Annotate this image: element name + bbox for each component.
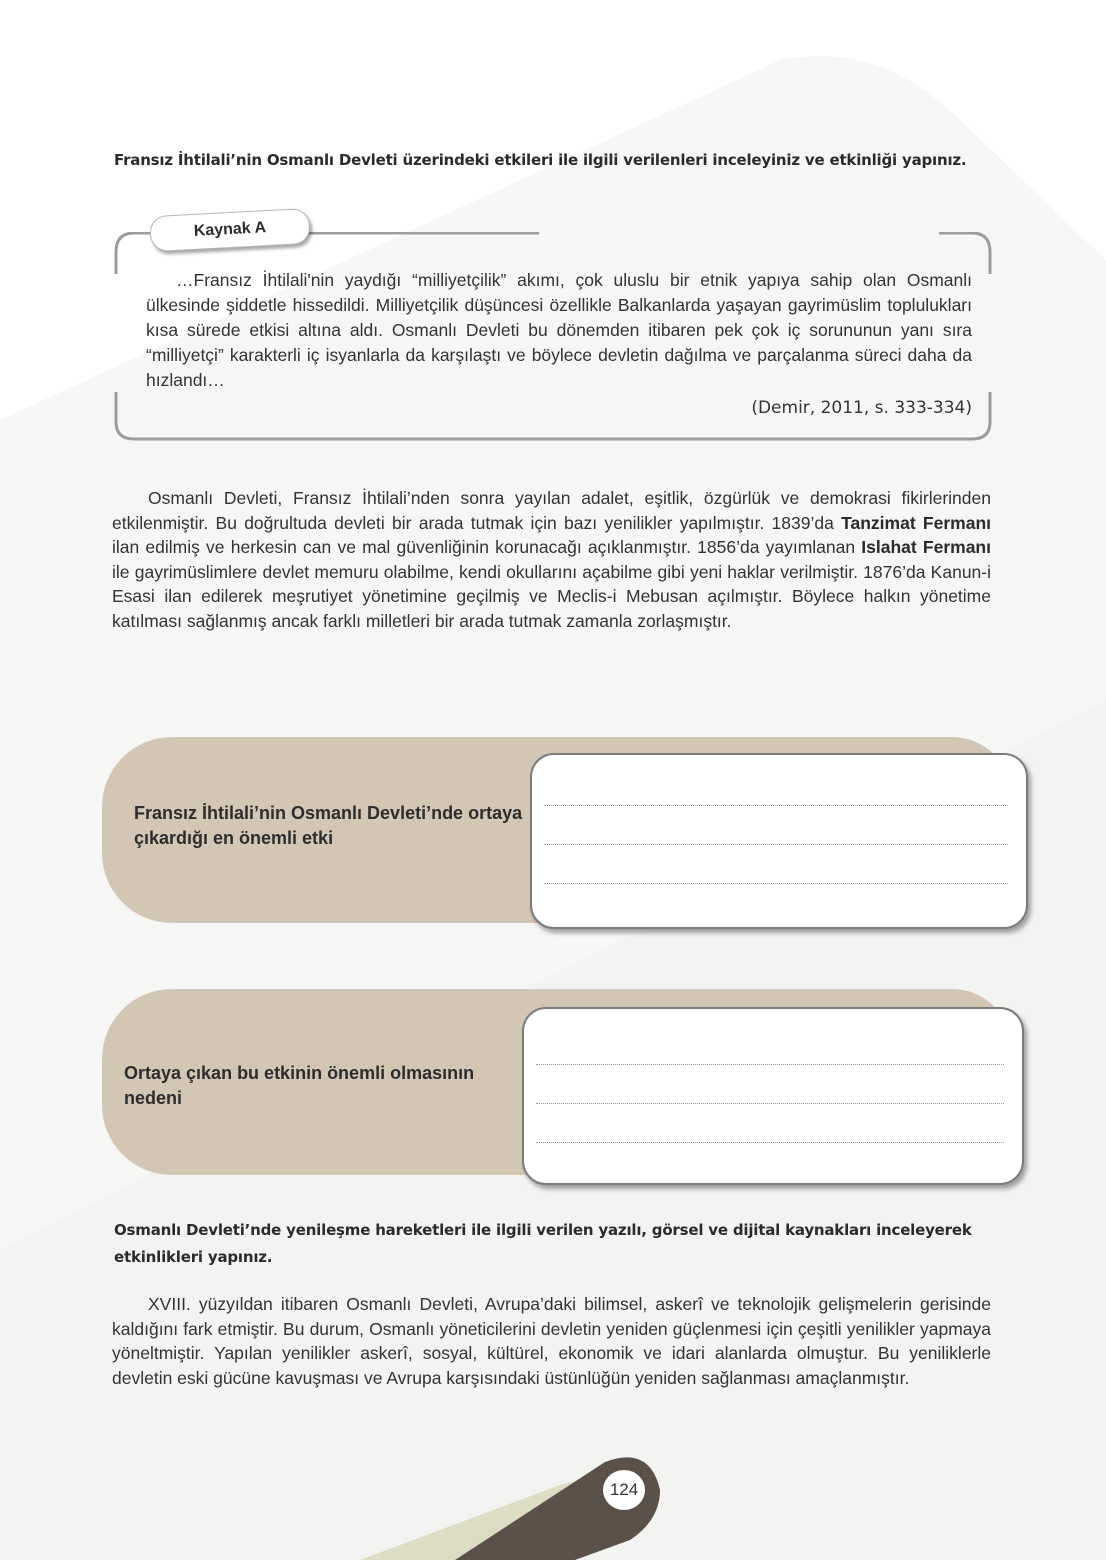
answer-line <box>536 1142 1004 1143</box>
answer-line <box>544 844 1008 845</box>
answer-line <box>536 1064 1004 1065</box>
paragraph-1-text-c: ile gayrimüslimlere devlet memuru olabilme, kendi okullarını açabilme gibi yeni haklar verilmiştir. 1876’da Kanun-i Esasi ilan edilerek meşrutiyet yönetimine geçilmiş ve Meclis-i Mebusan açılmıştır. Böylece halkın yönetime katılması sağlanmış ancak farklı milletleri bir arada tutmak zamanla zorlaşmıştır. <box>112 561 991 631</box>
body-paragraph-1 <box>112 486 991 634</box>
activity-row-2-label: Ortaya çıkan bu etkinin önemli olmasının nedeni <box>124 1063 475 1108</box>
source-tab-label: Kaynak A <box>149 208 311 252</box>
term-islahat: Islahat Fermanı <box>861 537 991 558</box>
answer-line <box>544 805 1008 806</box>
source-quote <box>146 268 972 393</box>
page-number: 124 <box>603 1470 645 1510</box>
activity-row-1-label: Fransız İhtilali’nin Osmanlı Devleti’nde ortaya çıkardığı en önemli etki <box>134 803 523 848</box>
paragraph-1-text-a: Osmanlı Devleti, Fransız İhtilali’nden sonra yayılan adalet, eşitlik, özgürlük ve demokrasi fikirlerinden etkilenmiştir. Bu doğrultuda devleti bir arada tutmak için bazı yenilikler yapılmıştır. 1839’da <box>112 488 991 533</box>
answer-line <box>544 883 1008 884</box>
paragraph-2-text: XVIII. yüzyıldan itibaren Osmanlı Devleti, Avrupa’daki bilimsel, askerî ve teknolojik gelişmelerin gerisinde kaldığını fark etmiştir. Bu durum, Osmanlı yöneticilerini devletin yeniden güçlenmesi için çeşitli yenilikler yapmaya yöneltmiştir. Yapılan yenilikler askerî, sosyal, kültürel, ekonomik ve idari alanlarda olmuştur. Bu yeniliklerle devletin eski gücüne kavuşması ve Avrupa karşısındaki üstünlüğün yeniden sağlanması amaçlanmıştır. <box>112 1294 991 1388</box>
paragraph-1-text-b: ilan edilmiş ve herkesin can ve mal güvenliğinin korunacağı açıklanmıştır. 1856’da yayımlanan <box>112 537 862 558</box>
instruction-heading-1: Fransız İhtilali’nin Osmanlı Devleti üzerindeki etkileri ile ilgili verilenleri inceleyiniz ve etkinliği yapınız. <box>114 151 967 169</box>
instruction-heading-2: Osmanlı Devleti’nde yenileşme hareketleri ile ilgili verilen yazılı, görsel ve dijital kaynakları inceleyerek etkinlikleri yapınız. <box>114 1221 972 1266</box>
answer-line <box>536 1103 1004 1104</box>
activity-row-1-answer-box[interactable] <box>530 753 1028 929</box>
body-paragraph-2 <box>112 1292 991 1390</box>
activity-row-2-answer-box[interactable] <box>522 1007 1024 1185</box>
source-quote-text: …Fransız İhtilali'nin yaydığı “milliyetçilik” akımı, çok uluslu bir etnik yapıya sahip olan Osmanlı ülkesinde şiddetle hissedildi. Milliyetçilik düşüncesi özellikle Balkanlarda yaşayan gayrimüslim toplulukları kısa sürede etkisi altına aldı. Osmanlı Devleti bu dönemden itibaren pek çok iç sorununun yanı sıra “milliyetçi” karakterli iç isyanlarla da karşılaştı ve böylece devletin dağılma ve parçalanma süreci daha da hızlandı… <box>146 270 972 390</box>
term-tanzimat: Tanzimat Fermanı <box>841 512 991 533</box>
source-citation: (Demir, 2011, s. 333-334) <box>751 398 972 418</box>
